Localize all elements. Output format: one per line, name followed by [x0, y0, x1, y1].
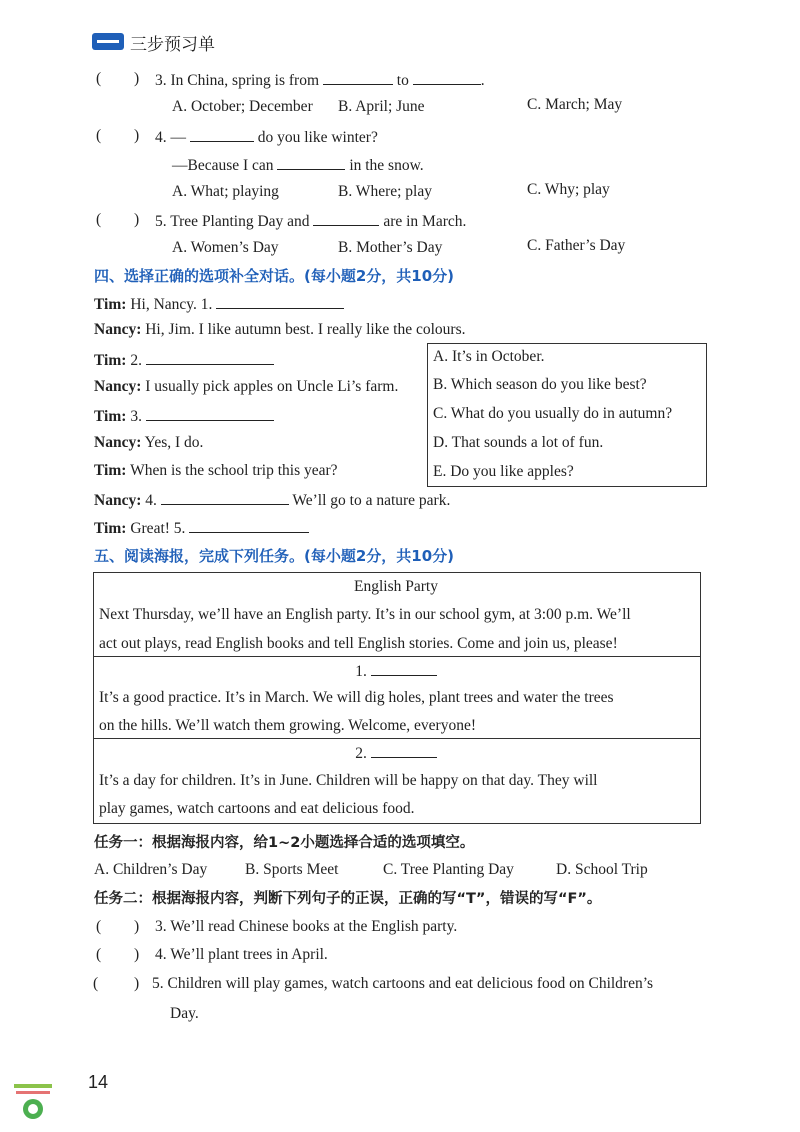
task-2-question-5: 5. Children will play games, watch cartoons and eat delicious food on Children’s	[152, 975, 654, 992]
option-a: A. What; playing	[172, 183, 279, 200]
option-a: A. Children’s Day	[94, 861, 208, 878]
poster-1-line: Next Thursday, we’ll have an English party. It’s in our school gym, at 3:00 p.m. We’ll	[99, 606, 631, 623]
answer-blank[interactable]	[313, 211, 379, 226]
page-header-title: 三步预习单	[130, 35, 215, 55]
answer-blank[interactable]	[371, 743, 437, 758]
page-number: 14	[88, 1072, 109, 1092]
answer-blank[interactable]	[146, 406, 274, 421]
answer-paren-open: (	[96, 211, 102, 228]
option-b: B. Where; play	[338, 183, 432, 200]
task-2-question-4: 4. We’ll plant trees in April.	[155, 946, 328, 963]
option-a: A. October; December	[172, 98, 313, 115]
poster-1-title: English Party	[354, 578, 438, 595]
answer-paren-close: )	[134, 946, 140, 963]
option-d: D. That sounds a lot of fun.	[433, 434, 604, 451]
option-a: A. It’s in October.	[433, 348, 545, 365]
option-b: B. Which season do you like best?	[433, 376, 647, 393]
option-a: A. Women’s Day	[172, 239, 279, 256]
poster-3-line: It’s a day for children. It’s in June. Children will be happy on that day. They will	[99, 772, 598, 789]
option-c: C. Father’s Day	[527, 237, 626, 254]
poster-divider	[93, 656, 701, 657]
answer-blank[interactable]	[371, 661, 437, 676]
poster-divider	[93, 738, 701, 739]
answer-blank[interactable]	[216, 294, 344, 309]
brand-logo	[92, 33, 124, 50]
option-b: B. April; June	[338, 98, 425, 115]
stamp-icon	[12, 1082, 54, 1124]
dialogue-line-5: Tim: 3.	[94, 406, 274, 426]
answer-blank[interactable]	[190, 127, 254, 142]
option-b: B. Sports Meet	[245, 861, 339, 878]
answer-paren-open: (	[96, 127, 102, 144]
task-2-question-3: 3. We’ll read Chinese books at the English party.	[155, 918, 458, 935]
task-1-title: 任务一：根据海报内容，给1~2小题选择合适的选项填空。	[94, 835, 475, 851]
question-5-stem: 5. Tree Planting Day and are in March.	[155, 213, 467, 230]
dialogue-line-4: Nancy: I usually pick apples on Uncle Li’s farm.	[94, 378, 399, 395]
poster-3-line: play games, watch cartoons and eat delicious food.	[99, 800, 415, 817]
answer-blank[interactable]	[189, 518, 309, 533]
poster-2-line: It’s a good practice. It’s in March. We will dig holes, plant trees and water the trees	[99, 689, 614, 706]
dialogue-line-3: Tim: 2.	[94, 350, 274, 370]
answer-paren-close: )	[134, 975, 140, 992]
poster-1-line: act out plays, read English books and tell English stories. Come and join us, please!	[99, 635, 618, 652]
question-4-stem: 4. — do you like winter?	[155, 129, 378, 146]
question-4-line2: —Because I can in the snow.	[172, 157, 424, 174]
answer-paren-close: )	[134, 918, 140, 935]
poster-2-title: 1.	[93, 661, 699, 681]
dialogue-line-7: Tim: When is the school trip this year?	[94, 462, 338, 479]
dialogue-line-2: Nancy: Hi, Jim. I like autumn best. I really like the colours.	[94, 321, 466, 338]
task-2-question-5-cont: Day.	[170, 1005, 199, 1022]
option-c: C. Why; play	[527, 181, 610, 198]
option-b: B. Mother’s Day	[338, 239, 443, 256]
option-c: C. Tree Planting Day	[383, 861, 514, 878]
answer-paren-close: )	[134, 70, 140, 87]
answer-paren-close: )	[134, 127, 140, 144]
answer-blank[interactable]	[323, 70, 393, 85]
answer-paren-open: (	[96, 918, 102, 935]
answer-paren-close: )	[134, 211, 140, 228]
section-5-title: 五、阅读海报，完成下列任务。(每小题2分，共10分)	[94, 547, 455, 565]
poster-3-title: 2.	[93, 743, 699, 763]
answer-paren-open: (	[96, 946, 102, 963]
answer-paren-open: (	[96, 70, 102, 87]
question-3-stem: 3. In China, spring is from to .	[155, 72, 485, 89]
dialogue-line-9: Tim: Great! 5.	[94, 518, 309, 538]
dialogue-line-1: Tim: Hi, Nancy. 1.	[94, 294, 344, 314]
option-e: E. Do you like apples?	[433, 463, 574, 480]
answer-blank[interactable]	[161, 490, 289, 505]
option-c: C. March; May	[527, 96, 623, 113]
task-2-title: 任务二：根据海报内容，判断下列句子的正误，正确的写“T”，错误的写“F”。	[94, 891, 602, 907]
section-4-title: 四、选择正确的选项补全对话。(每小题2分，共10分)	[94, 267, 455, 285]
option-c: C. What do you usually do in autumn?	[433, 405, 673, 422]
poster-2-line: on the hills. We’ll watch them growing. Welcome, everyone!	[99, 717, 477, 734]
answer-blank[interactable]	[146, 350, 274, 365]
answer-paren-open: (	[93, 975, 99, 992]
dialogue-line-8: Nancy: 4. We’ll go to a nature park.	[94, 492, 451, 509]
dialogue-line-6: Nancy: Yes, I do.	[94, 434, 204, 451]
answer-blank[interactable]	[277, 155, 345, 170]
option-d: D. School Trip	[556, 861, 648, 878]
answer-blank[interactable]	[413, 70, 481, 85]
